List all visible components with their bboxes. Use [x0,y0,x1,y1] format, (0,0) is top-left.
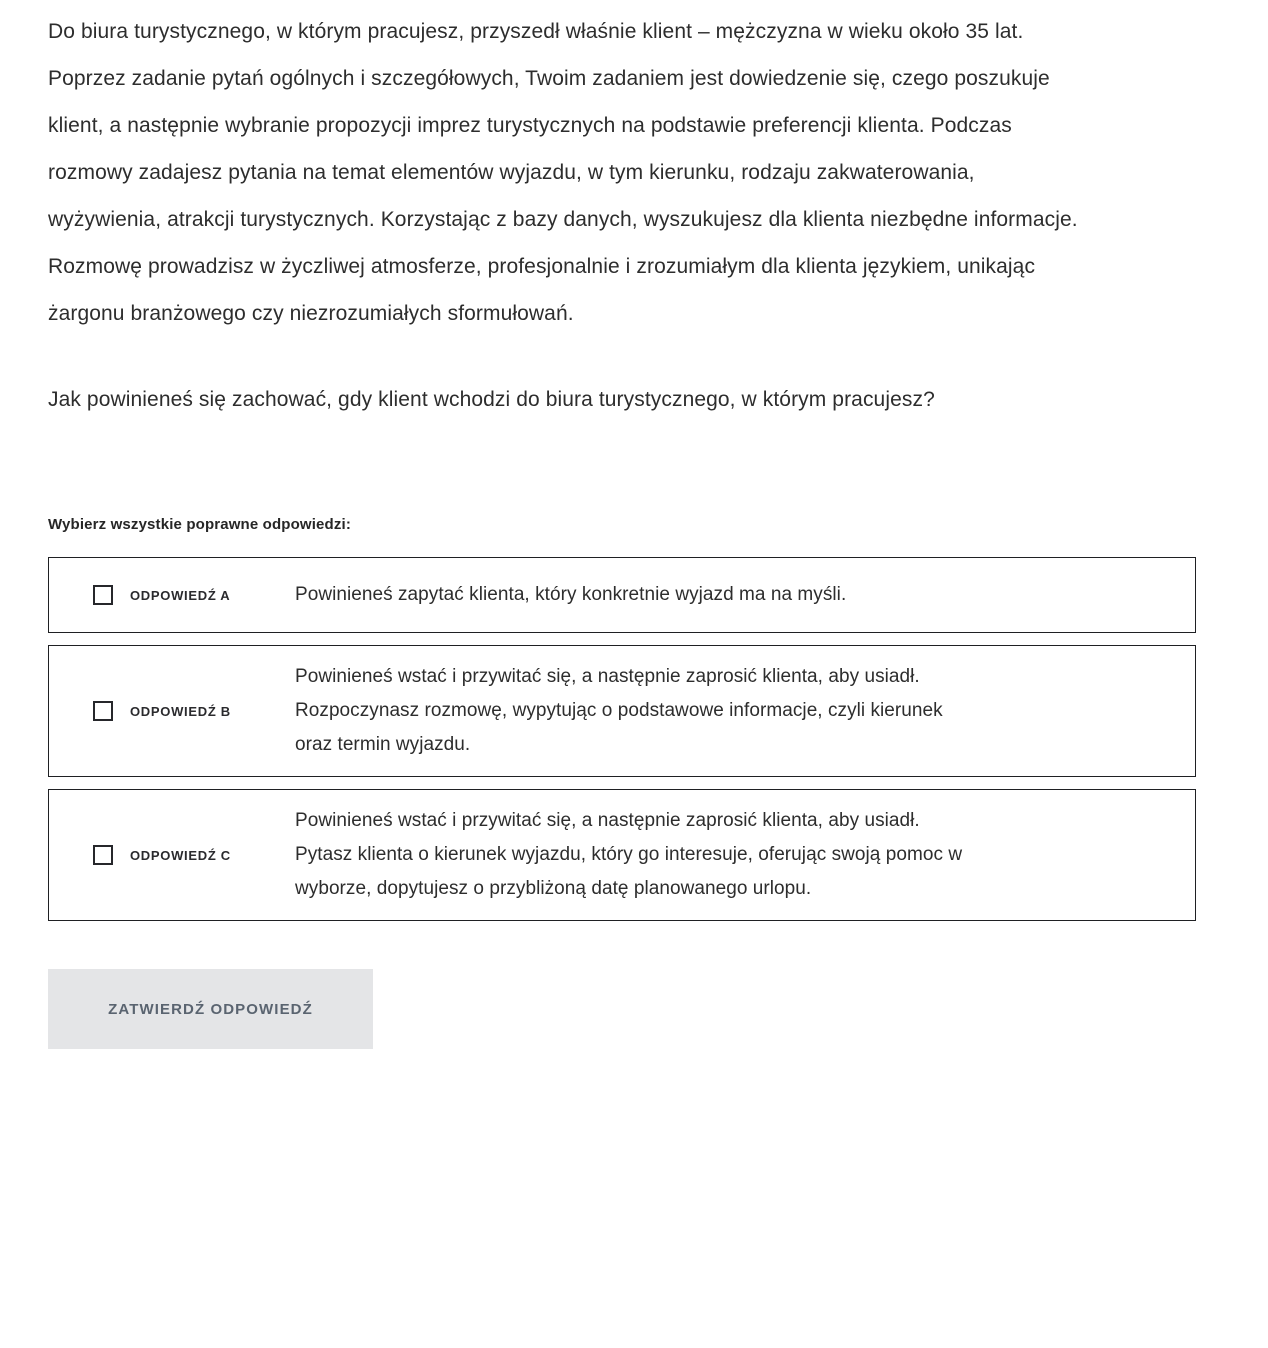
answer-c-line-2: Pytasz klienta o kierunek wyjazdu, który go interesuje, oferując swoją pomoc w [295,844,963,865]
answer-b-control[interactable] [49,701,295,721]
submit-answer-button[interactable]: ZATWIERDŹ ODPOWIEDŹ [48,969,373,1049]
checkbox-answer-c[interactable] [93,845,113,865]
answer-a-key-label: ODPOWIEDŹ A [130,587,231,603]
answer-a-text [295,578,1195,612]
answer-b-line-2: Rozpoczynasz rozmowę, wypytując o podstawowe informacje, czyli kierunek [295,700,943,721]
answer-instruction: Wybierz wszystkie poprawne odpowiedzi: [48,516,351,533]
answer-b-line-3: oraz termin wyjazdu. [295,734,471,755]
answer-b-line-1: Powinieneś wstać i przywitać się, a następnie zaprosić klienta, aby usiadł. [295,666,920,687]
answer-c-text [295,804,1195,906]
answer-b-key-label: ODPOWIEDŹ B [130,703,231,719]
answer-c-key-label: ODPOWIEDŹ C [130,847,231,863]
answer-option-b[interactable] [48,645,1196,777]
answers-list [48,557,1220,921]
answer-a-control[interactable] [49,585,295,605]
answer-option-c[interactable] [48,789,1196,921]
scenario-text: Do biura turystycznego, w którym pracujesz, przyszedł właśnie klient – mężczyzna w wieku około 35 lat. Poprzez zadanie pytań ogólnych i szczegółowych, Twoim zadaniem jest dowiedzenie się, czego poszukuje klient, a następnie wybranie propozycji imprez turystycznych na podstawie preferencji klienta. Podczas rozmowy zadajesz pytania na temat elementów wyjazdu, w tym kierunku, rodzaju zakwaterowania, wyżywienia, atrakcji turystycznych. Korzystając z bazy danych, wyszukujesz dla klienta niezbędne informacje. Rozmowę prowadzisz w życzliwej atmosferze, profesjonalnie i zrozumiałym dla klienta językiem, unikając żargonu branżowego czy niezrozumiałych sformułowań. [48,20,1078,325]
submit-area [48,969,1220,1049]
checkbox-answer-b[interactable] [93,701,113,721]
answer-option-a[interactable] [48,557,1196,633]
answer-c-line-1: Powinieneś wstać i przywitać się, a następnie zaprosić klienta, aby usiadł. [295,810,920,831]
answer-b-text [295,660,1195,762]
answer-a-line-1: Powinieneś zapytać klienta, który konkretnie wyjazd ma na myśli. [295,584,847,605]
answer-c-line-3: wyborze, dopytujesz o przybliżoną datę planowanego urlopu. [295,878,812,899]
question-prompt: Jak powinieneś się zachować, gdy klient wchodzi do biura turystycznego, w którym pracujesz? [48,388,935,411]
answer-c-control[interactable] [49,845,295,865]
question-block [48,0,1078,423]
checkbox-answer-a[interactable] [93,585,113,605]
